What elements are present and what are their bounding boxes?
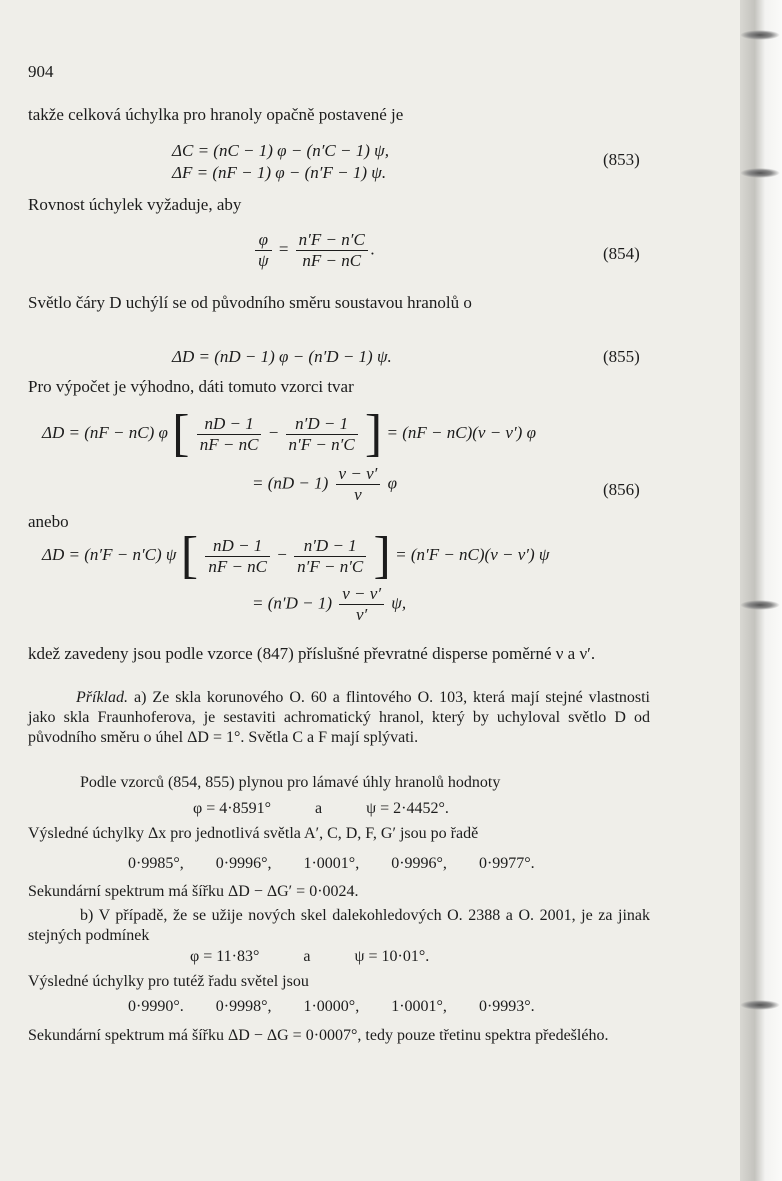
vypocet-text: Pro výpočet je výhodno, dáti tomuto vzorci tvar [28, 377, 354, 396]
eq856b-fraction-1: $\frac{nD - 1}{nF - nC}$ [205, 536, 270, 577]
eq856b-fraction-2: $\frac{n'D - 1}{n'F - n'C}$ [294, 536, 366, 577]
equation-856-line2: = (nD − 1) $\frac{\nu - \nu'}{\nu}$ φ [252, 464, 397, 504]
eq856b-line2-fraction: $\frac{\nu - \nu'}{\nu'}$ [339, 584, 384, 625]
page-edge-shadow [740, 0, 782, 1181]
sekundarni-b-paragraph: Sekundární spektrum má šířku ΔD − ΔG = 0·0007°, tedy pouze třetinu spektra předešlého. [28, 1027, 609, 1044]
equation-856b-line2: = (n′D − 1) $\frac{\nu - \nu'}{\nu'}$ ψ, [252, 584, 407, 624]
eq854-rhs-fraction: $\frac{n'F - n'C}{nF - nC}$ [296, 230, 368, 271]
eq854-lhs-fraction: $\frac{\varphi}{\psi}$ [255, 230, 272, 271]
equation-number-853: (853) [603, 150, 640, 169]
values-row-a: 0·9985°, 0·9996°, 1·0001°, 0·9996°, 0·9977°. [128, 855, 535, 872]
binding-mark [740, 1000, 780, 1010]
vysledne-text: Výsledné úchylky Δx pro jednotlivá světla A′, C, D, F, G′ jsou po řadě [28, 825, 479, 842]
svetlo-paragraph: Světlo čáry D uchýlí se od původního směru soustavou hranolů o [28, 293, 472, 312]
kdez-paragraph: kdež zavedeny jsou podle vzorce (847) příslušné převratné disperse poměrné ν a ν′. [28, 644, 596, 663]
binding-mark [740, 168, 780, 178]
eq856-fraction-2: $\frac{n'D - 1}{n'F - n'C}$ [286, 414, 358, 455]
b-paragraph: b) V případě, že se užije nových skel dalekohledových O. 2388 a O. 2001, je za jinak stejných podmínek [28, 907, 650, 944]
equation-854: $\frac{\varphi}{\psi}$ = $\frac{n'F - n'C}{nF - nC}$ . [252, 230, 375, 271]
podle-text: Podle vzorců (854, 855) plynou pro lámavé úhly hranolů hodnoty [80, 774, 501, 791]
equation-856b-line1: ΔD = (n′F − n′C) ψ [ $\frac{nD - 1}{nF - nC}$ − $\frac{n'D - 1}{n'F - n'C}$ ] = (n′F − nC)(ν − ν′) ψ [42, 527, 550, 584]
equation-855: ΔD = (nD − 1) φ − (n′D − 1) ψ. [172, 347, 392, 366]
equation-853-line2: ΔF = (nF − 1) φ − (n′F − 1) ψ. [172, 163, 387, 182]
rovnost-text: Rovnost úchylek vyžaduje, aby [28, 195, 242, 214]
binding-mark [740, 30, 780, 40]
equation-853-line1: ΔC = (nC − 1) φ − (n′C − 1) ψ, [172, 141, 389, 160]
anebo-text: anebo [28, 512, 69, 531]
vysledne2-text: Výsledné úchylky pro tutéž řadu světel jsou [28, 973, 309, 990]
angles-row-a: φ = 4·8591° a ψ = 2·4452°. [193, 800, 449, 817]
sekundarni-a-text: Sekundární spektrum má šířku ΔD − ΔG′ = 0·0024. [28, 883, 359, 900]
values-row-b: 0·9990°. 0·9998°, 1·0000°, 1·0001°, 0·9993°. [128, 998, 535, 1015]
angles-row-b: φ = 11·83° a ψ = 10·01°. [190, 948, 430, 965]
eq856-fraction-1: $\frac{nD - 1}{nF - nC}$ [197, 414, 262, 455]
equation-number-855: (855) [603, 347, 640, 366]
equation-number-854: (854) [603, 244, 640, 263]
priklad-paragraph: Příklad. a) Ze skla korunového O. 60 a flintového O. 103, která mají stejné vlastnosti jako skla Fraunhoferova, je sestaviti achromatický hranol, který by uchyloval světlo D od původního směru o úhel ΔD = 1°. Světla C a F mají splývati. [28, 689, 651, 746]
binding-mark [740, 600, 780, 610]
eq856-line2-fraction: $\frac{\nu - \nu'}{\nu}$ [336, 464, 381, 505]
equation-number-856: (856) [603, 480, 640, 499]
page-number: 904 [28, 62, 54, 81]
equation-856-line1: ΔD = (nF − nC) φ [ $\frac{nD - 1}{nF - nC}$ − $\frac{n'D - 1}{n'F - n'C}$ ] = (nF − nC)(ν − ν′) φ [42, 405, 536, 462]
intro-line: takže celková úchylka pro hranoly opačně postavené je [28, 105, 404, 124]
priklad-label: Příklad. [76, 689, 128, 706]
